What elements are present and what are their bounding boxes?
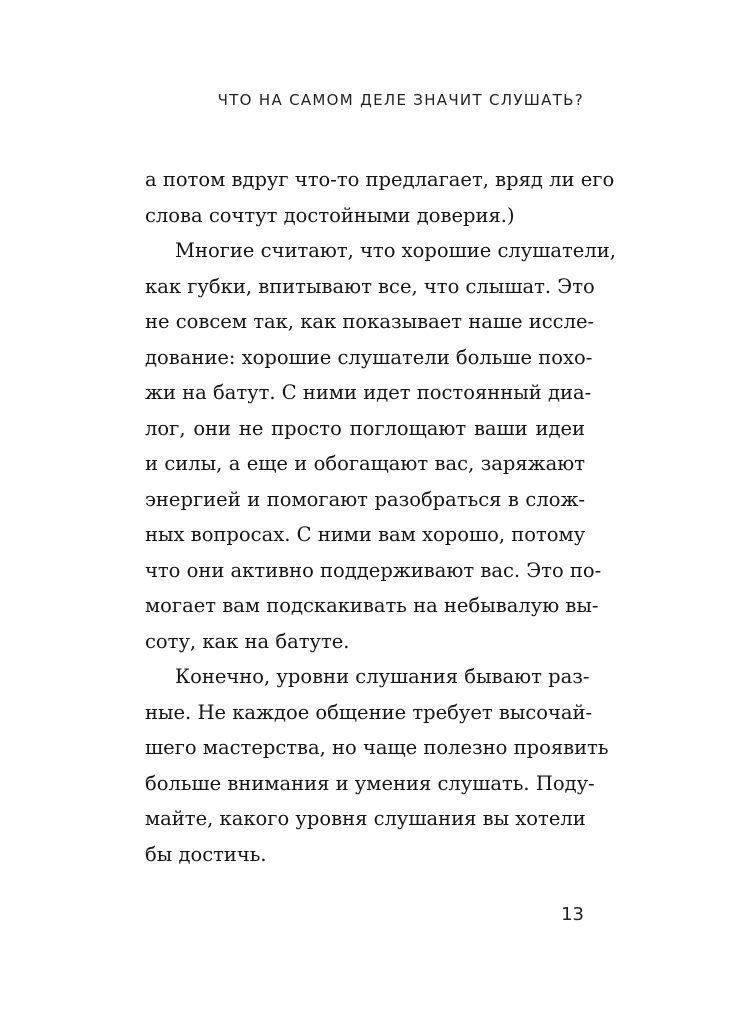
text-line: ных вопросах. С ними вам хорошо, потому: [145, 523, 586, 546]
text-line: Конечно, уровни слушания бывают раз-: [175, 665, 590, 688]
text-line: как губки, впитывают все, что слышат. Это: [145, 274, 595, 298]
running-header: ЧТО НА САМОМ ДЕЛЕ ЗНАЧИТ СЛУШАТЬ?: [217, 91, 584, 109]
text-line: ные. Не каждое общение требует высочай-: [145, 700, 593, 724]
text-line: лог, они не просто поглощают ваши идеи: [145, 416, 585, 440]
text-line: что они активно поддерживают вас. Это по-: [145, 558, 602, 582]
text-line: майте, какого уровня слушания вы хотели: [145, 807, 586, 830]
text-line: а потом вдруг что-то предлагает, вряд ли его: [145, 168, 615, 191]
text-line: соту, как на батуте.: [145, 629, 350, 653]
text-line: бы достичь.: [145, 842, 267, 866]
body-text: [145, 162, 616, 872]
text-line: больше внимания и умения слушать. Поду-: [145, 771, 595, 795]
text-line: энергией и помогают разобраться в слож-: [145, 487, 585, 511]
text-line: дование: хорошие слушатели больше похо-: [145, 345, 593, 369]
text-line: жи на батут. С ними идет постоянный диа-: [145, 381, 592, 404]
text-line: Многие считают, что хорошие слушатели,: [175, 239, 616, 262]
text-line: слова сочтут достойными доверия.): [145, 203, 515, 227]
page-number: 13: [561, 904, 584, 925]
text-line: шего мастерства, но чаще полезно проявить: [145, 736, 609, 759]
text-line: и силы, а еще и обогащают вас, заряжают: [145, 452, 585, 475]
text-line: не совсем так, как показывает наше иссле-: [145, 310, 595, 333]
text-line: могает вам подскакивать на небывалую вы-: [145, 594, 599, 617]
